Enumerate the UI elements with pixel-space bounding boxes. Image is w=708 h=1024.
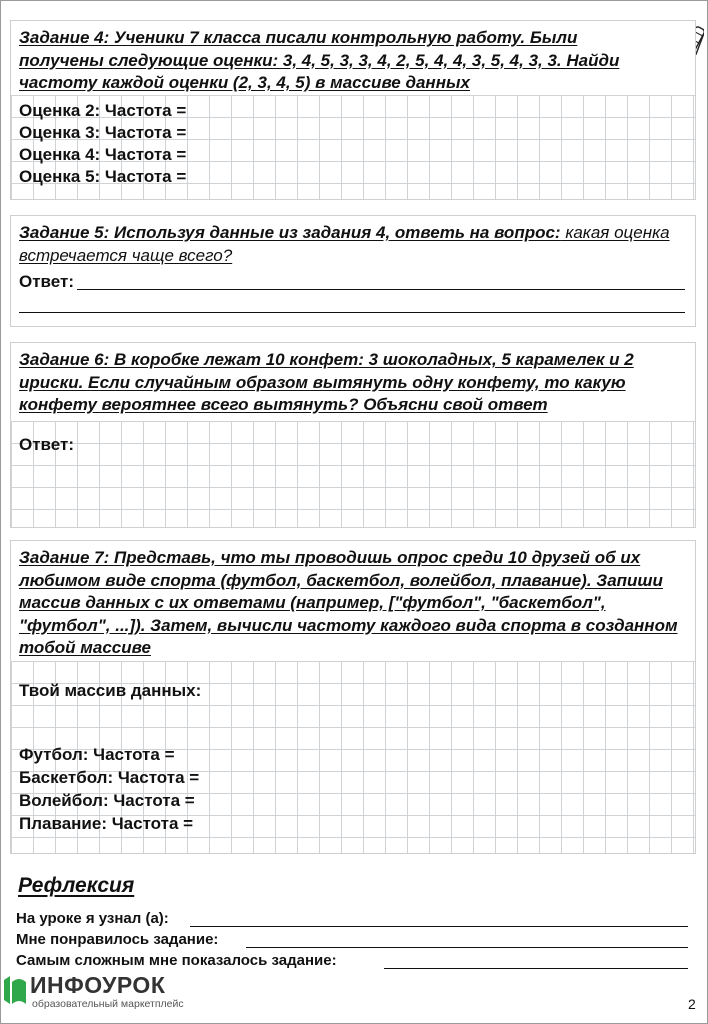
task-4-title: Задание 4: Ученики 7 класса писали контрольную работу. Были получены следующие оценки: 3, 4, 5, 3, 3, 4, 2, 5, 4, 4, 3, 5, 4, 3, 3. Найди частоту каждой оценки (2, 3, 4, 5) в массиве данных — [19, 28, 620, 92]
task-4 — [10, 20, 696, 200]
task-7 — [10, 540, 696, 854]
page-number: 2 — [688, 996, 696, 1012]
answer-label: Ответ: — [19, 435, 74, 454]
infourok-logo — [0, 972, 220, 1016]
task-6-title: Задание 6: В коробке лежат 10 конфет: 3 шоколадных, 5 карамелек и 2 ириски. Если случайным образом вытянуть одну конфету, то какую конфету вероятнее всего вытянуть? Объясни свой ответ — [19, 350, 634, 414]
logo-tagline: образовательный маркетплейс — [32, 998, 184, 1010]
basketball-frequency: Баскетбол: Частота = — [19, 768, 200, 787]
logo-name: ИНФОУРОК — [30, 972, 166, 998]
array-label: Твой массив данных: — [19, 681, 202, 700]
grade-5-frequency: Оценка 5: Частота = — [19, 167, 187, 186]
answer-line[interactable] — [77, 289, 685, 290]
reflection-liked: Мне понравилось задание: — [16, 931, 219, 948]
reflection-hardest-line[interactable] — [384, 968, 688, 969]
reflection-learned-line[interactable] — [190, 926, 688, 927]
task-7-title: Задание 7: Представь, что ты проводишь опрос среди 10 друзей об их любимом виде спорта (футбол, баскетбол, волейбол, плавание). Запиши массив данных с их ответами (например, ["футбол", "баскетбол", "футбол", ...]). Затем, вычисли частоту каждого вида спорта в созданном тобой массиве — [19, 548, 678, 657]
grade-4-frequency: Оценка 4: Частота = — [19, 145, 187, 164]
volleyball-frequency: Волейбол: Частота = — [19, 791, 195, 810]
reflection-liked-line[interactable] — [246, 947, 688, 948]
reflection-learned: На уроке я узнал (а): — [16, 910, 169, 927]
task-5-title — [19, 222, 687, 267]
reflection-title: Рефлексия — [18, 874, 135, 897]
grade-3-frequency: Оценка 3: Частота = — [19, 123, 187, 142]
grid-area — [11, 421, 695, 527]
swimming-frequency: Плавание: Частота = — [19, 814, 194, 833]
answer-label: Ответ: — [19, 272, 74, 291]
task-6 — [10, 342, 696, 528]
football-frequency: Футбол: Частота = — [19, 745, 175, 764]
reflection-hardest: Самым сложным мне показалось задание: — [16, 952, 337, 969]
grade-2-frequency: Оценка 2: Частота = — [19, 101, 187, 120]
answer-line[interactable] — [19, 312, 685, 313]
task-5-title-plain: какая оценка встречается чаще всего? — [19, 223, 670, 265]
task-5 — [10, 215, 696, 327]
task-5-title-bold: Задание 5: Используя данные из задания 4, ответь на вопрос: — [19, 223, 561, 242]
logo-mark-icon — [2, 974, 30, 1008]
